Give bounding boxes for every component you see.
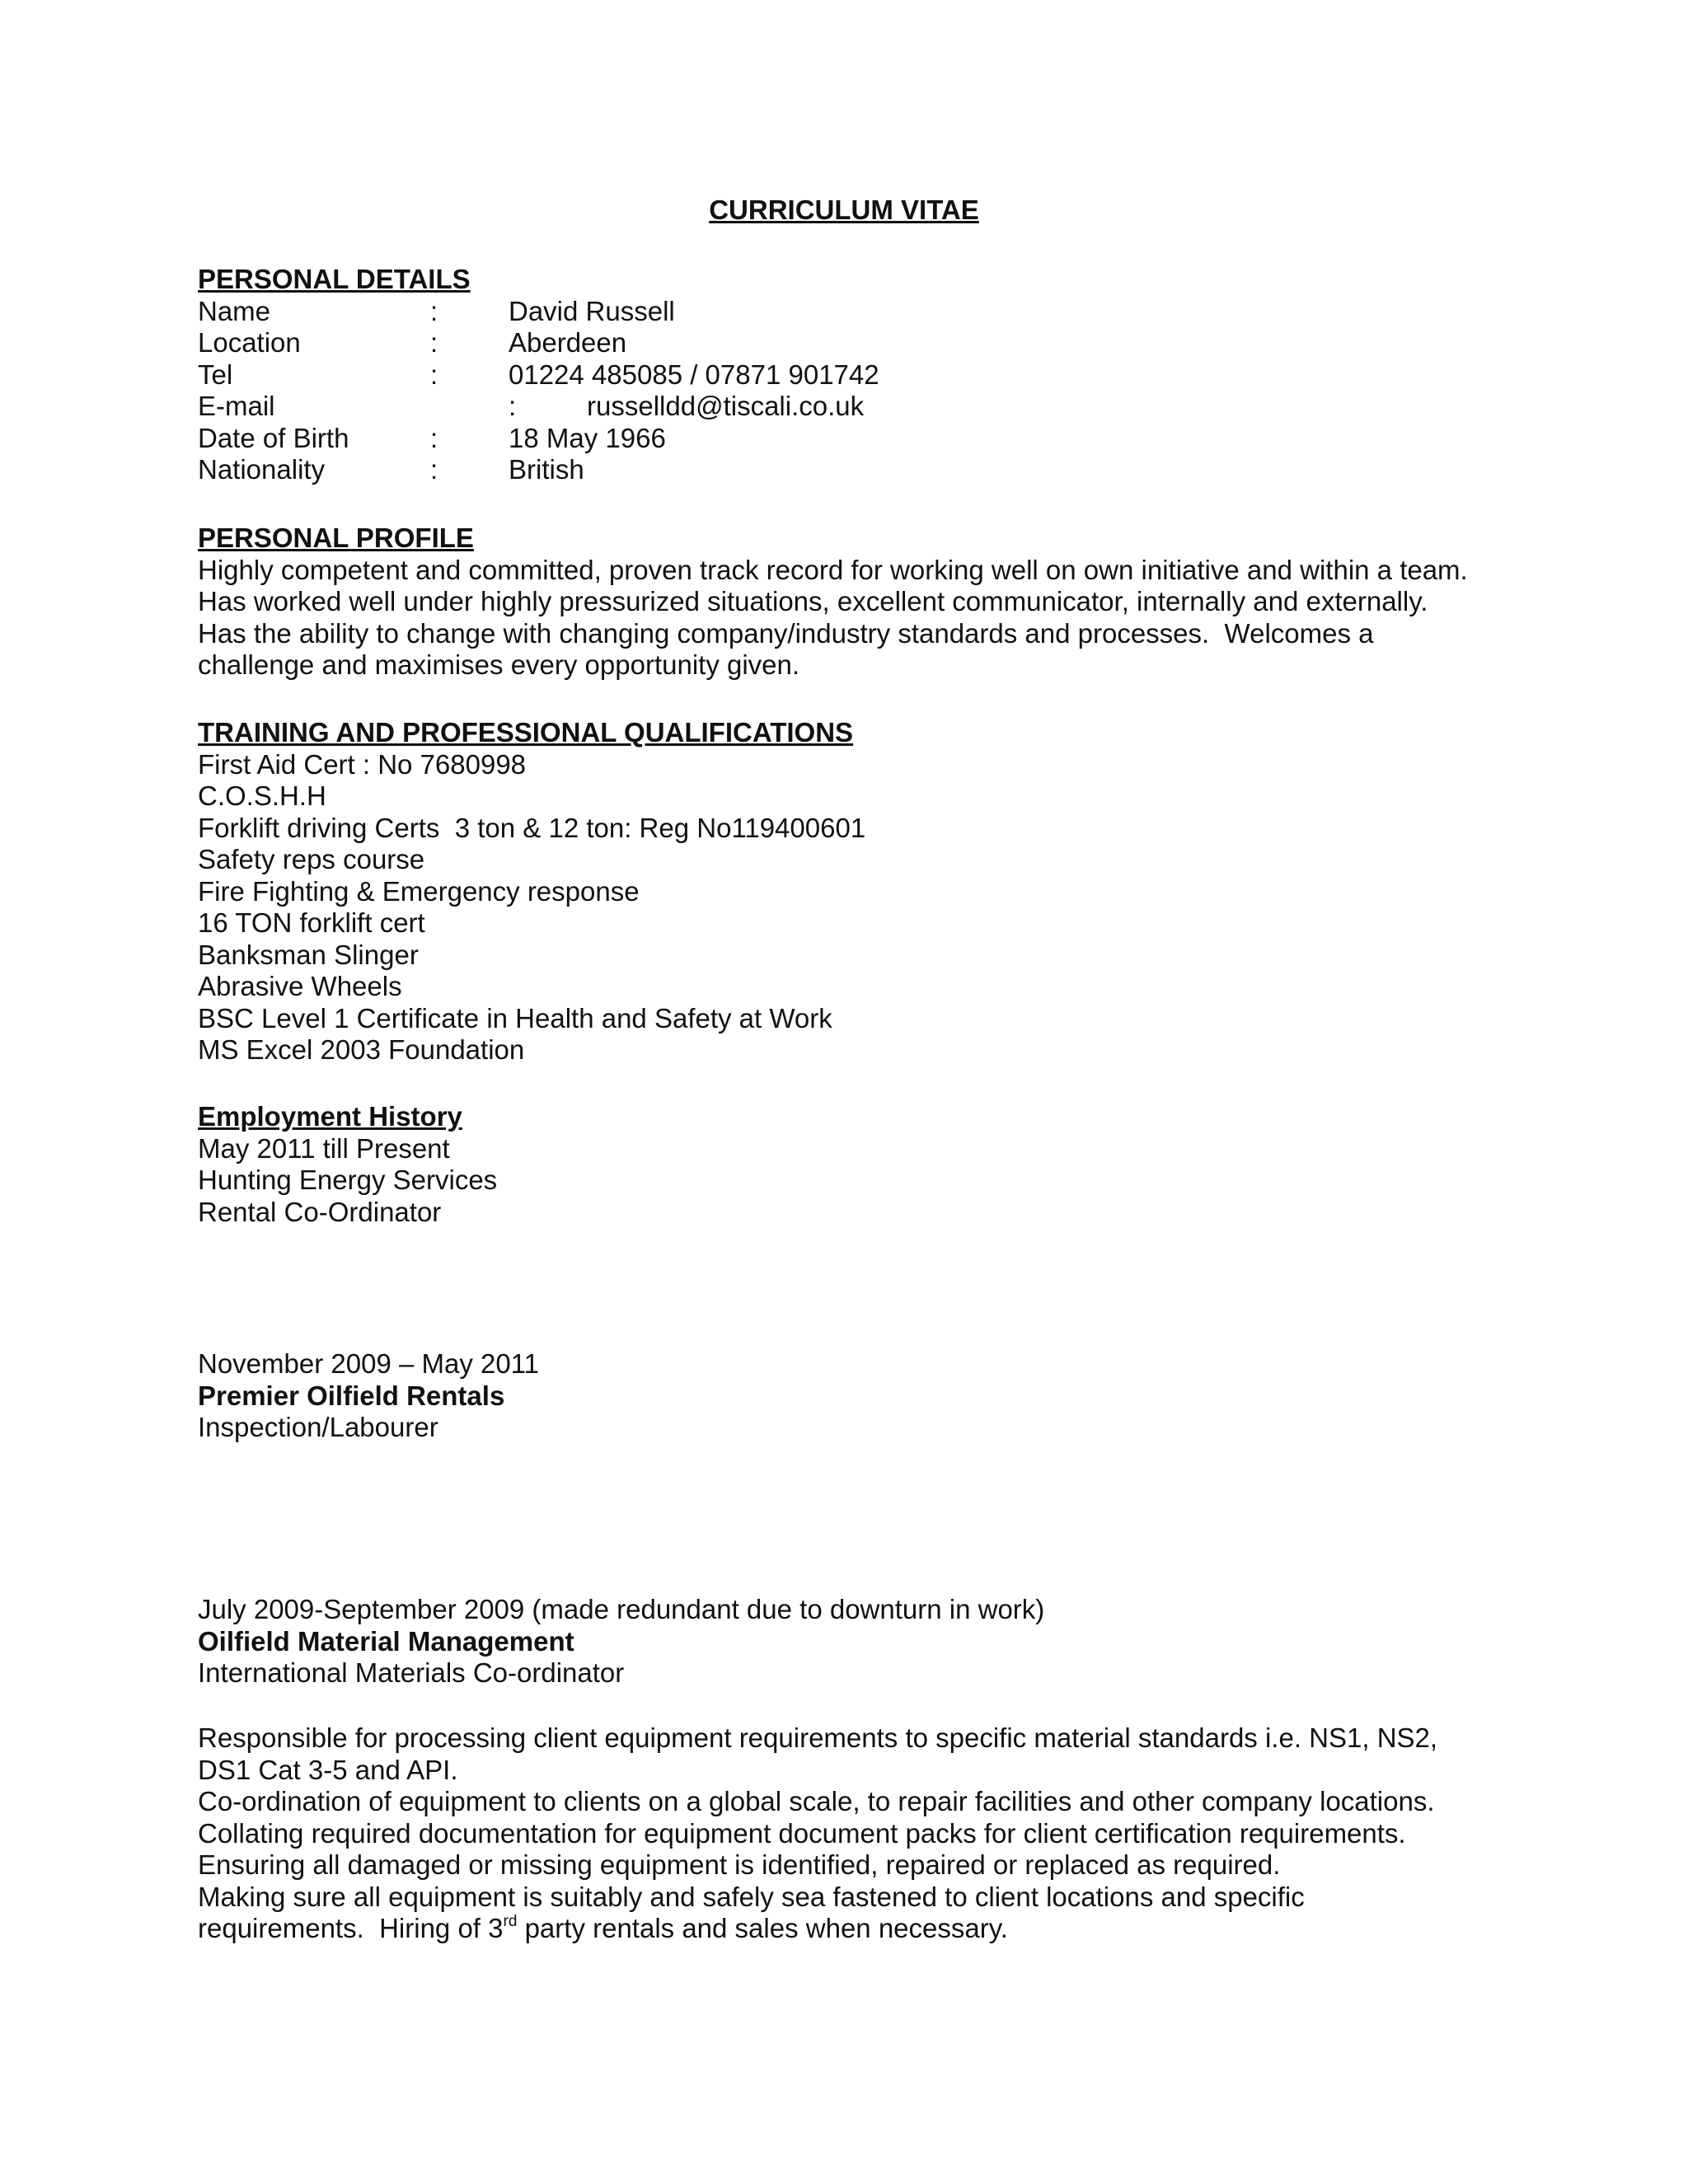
detail-colon: : [430, 327, 438, 358]
qualification-item: C.O.S.H.H [198, 780, 326, 811]
job-company: Hunting Energy Services [198, 1165, 498, 1195]
detail-label: Location [198, 327, 301, 358]
profile-line: challenge and maximises every opportunity given. [198, 649, 800, 680]
detail-row-dob [198, 423, 1517, 455]
detail-value: British [509, 454, 584, 485]
job-company: Premier Oilfield Rentals [198, 1380, 505, 1411]
detail-value: 01224 485085 / 07871 901742 [509, 359, 879, 390]
email-value: russelldd@tiscali.co.uk [587, 391, 865, 421]
job-role: International Materials Co-ordinator [198, 1657, 625, 1688]
detail-label: E-mail [198, 391, 275, 421]
job-dates: July 2009-September 2009 (made redundant due to downturn in work) [198, 1594, 1045, 1624]
qualification-item: Safety reps course [198, 844, 425, 874]
detail-row-nationality [198, 454, 1517, 486]
qualification-item: MS Excel 2003 Foundation [198, 1034, 525, 1065]
qualification-item: 16 TON forklift cert [198, 907, 425, 938]
detail-row-location [198, 327, 1517, 359]
detail-colon: : [509, 391, 517, 421]
duty-line: Making sure all equipment is suitably and safely sea fastened to client locations and specific [198, 1881, 1305, 1912]
detail-value: Aberdeen [509, 327, 627, 358]
job-entry-premier [198, 1348, 1517, 1444]
duty-line: Collating required documentation for equipment document packs for client certification requirements. [198, 1817, 1406, 1849]
duty-line: Co-ordination of equipment to clients on a global scale, to repair facilities and other company locations. [198, 1786, 1435, 1816]
qualifications-heading: TRAINING AND PROFESSIONAL QUALIFICATIONS [198, 717, 854, 748]
duty-line: Responsible for processing client equipment requirements to specific material standards i.e. NS1, NS2, [198, 1722, 1438, 1753]
job-entry-omm [198, 1594, 1517, 1690]
qualification-item: First Aid Cert : No 7680998 [198, 748, 527, 780]
personal-profile-section [198, 523, 1517, 682]
duty-text: requirements. Hiring of 3 [198, 1913, 504, 1943]
employment-heading: Employment History [198, 1101, 462, 1132]
personal-details-heading: PERSONAL DETAILS [198, 264, 471, 294]
duty-line: DS1 Cat 3-5 and API. [198, 1754, 458, 1785]
personal-details-section [198, 264, 1517, 486]
job-role: Inspection/Labourer [198, 1412, 438, 1442]
detail-colon: : [430, 422, 438, 453]
qualification-item: BSC Level 1 Certificate in Health and Safety at Work [198, 1002, 832, 1033]
detail-row-tel [198, 359, 1517, 391]
qualification-item: Abrasive Wheels [198, 971, 402, 1001]
job-dates: November 2009 – May 2011 [198, 1348, 539, 1379]
detail-label: Name [198, 295, 271, 326]
employment-section [198, 1101, 1517, 1228]
detail-colon: : [430, 295, 438, 326]
profile-line: Highly competent and committed, proven track record for working well on own initiative and within a team. [198, 554, 1468, 585]
detail-value: David Russell [509, 295, 675, 326]
personal-profile-heading: PERSONAL PROFILE [198, 523, 474, 553]
job-role: Rental Co-Ordinator [198, 1196, 442, 1227]
detail-value: 18 May 1966 [509, 422, 666, 453]
detail-row-email [198, 391, 1517, 423]
duty-line: Ensuring all damaged or missing equipment is identified, repaired or replaced as required. [198, 1849, 1281, 1880]
qualification-item: Banksman Slinger [198, 939, 419, 970]
detail-label: Date of Birth [198, 422, 349, 453]
duty-text: party rentals and sales when necessary. [517, 1913, 1008, 1943]
ordinal-suffix: rd [503, 1913, 518, 1930]
qualifications-section [198, 717, 1517, 1066]
qualification-item: Fire Fighting & Emergency response [198, 875, 640, 907]
qualification-item: Forklift driving Certs 3 ton & 12 ton: Reg No119400601 [198, 812, 866, 843]
profile-line: Has worked well under highly pressurized situations, excellent communicator, internally and externally. [198, 586, 1428, 616]
job-duties [198, 1722, 1517, 1945]
detail-colon: : [430, 359, 438, 390]
job-dates: May 2011 till Present [198, 1132, 450, 1164]
detail-colon: : [430, 454, 438, 485]
detail-row-name [198, 296, 1517, 328]
document-title: CURRICULUM VITAE [709, 194, 979, 225]
profile-line: Has the ability to change with changing company/industry standards and processes. Welcomes a [198, 617, 1374, 649]
detail-label: Nationality [198, 454, 326, 485]
duty-line-last [198, 1913, 1517, 1945]
job-company: Oilfield Material Management [198, 1625, 574, 1657]
detail-label: Tel [198, 359, 233, 390]
